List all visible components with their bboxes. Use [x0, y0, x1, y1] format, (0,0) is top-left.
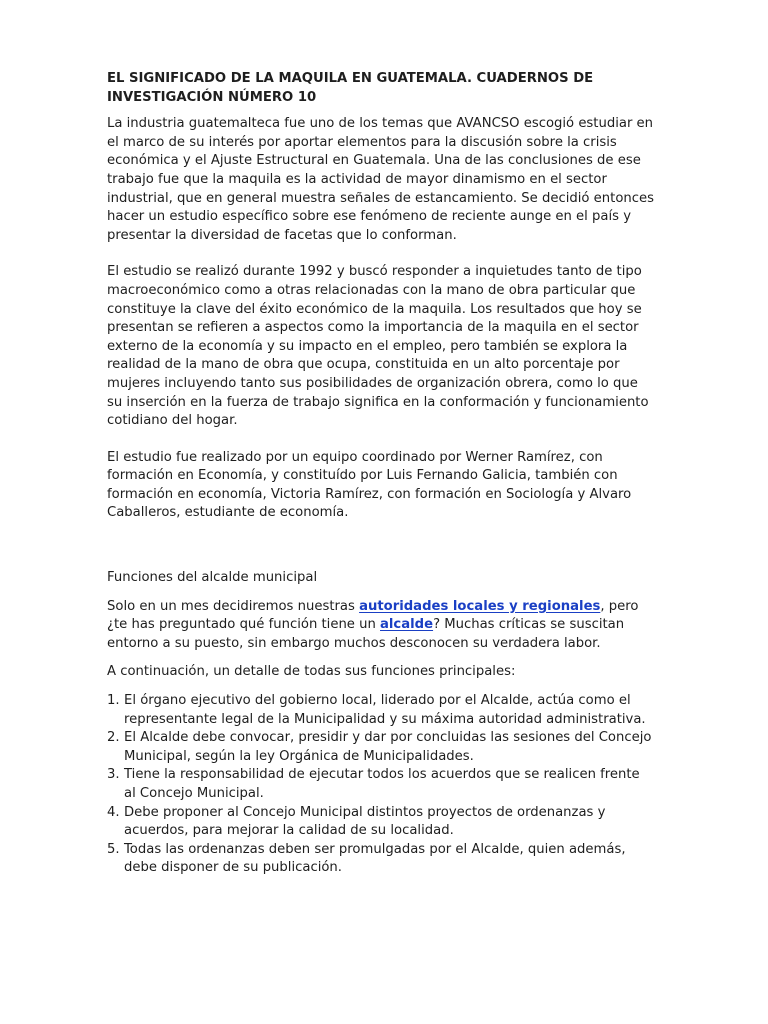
- paragraph-3: El estudio fue realizado por un equipo coordinado por Werner Ramírez, con formación en Economía, y constituído por Luis Fernando Galicia, también con formación en economía, Victoria Ramírez, con formación en Sociología y Alvaro Caballeros, estudiante de economía.: [107, 449, 632, 521]
- list-number: 5.: [107, 841, 120, 857]
- list-number: 4.: [107, 804, 120, 820]
- section-intro: [107, 598, 655, 654]
- document-page: [107, 70, 667, 878]
- link-autoridades[interactable]: autoridades locales y regionales: [359, 598, 601, 614]
- list-number: 1.: [107, 693, 120, 709]
- functions-list: [107, 692, 655, 878]
- list-item-text: El órgano ejecutivo del gobierno local, liderado por el Alcalde, actúa como el representante legal de la Municipalidad y su máxima autoridad administrativa.: [124, 693, 646, 727]
- list-item: [107, 766, 655, 803]
- document-title: EL SIGNIFICADO DE LA MAQUILA EN GUATEMALA. CUADERNOS DE INVESTIGACIÓN NÚMERO 10: [107, 71, 594, 105]
- list-number: 2.: [107, 730, 120, 746]
- paragraph-1: La industria guatemalteca fue uno de los temas que AVANCSO escogió estudiar en el marco de su interés por aportar elementos para la discusión sobre la crisis económica y el Ajuste Estructural en Guatemala. Una de las conclusiones de ese trabajo fue que la maquila es la actividad de mayor dinamismo en el sector industrial, que en general muestra señales de estancamiento. Se decidió entonces hacer un estudio específico sobre ese fenómeno de reciente aunge en el país y presentar la diversidad de facetas que lo conforman.: [107, 116, 654, 243]
- section-title: Funciones del alcalde municipal: [107, 570, 318, 586]
- list-number: 3.: [107, 767, 120, 783]
- list-item: [107, 804, 655, 841]
- intro-text-1: Solo en un mes decidiremos nuestras: [107, 598, 360, 614]
- list-item-text: Todas las ordenanzas deben ser promulgadas por el Alcalde, quien además, debe disponer de su publicación.: [124, 841, 626, 876]
- list-item-text: El Alcalde debe convocar, presidir y dar por concluidas las sesiones del Concejo Municipal, según la ley Orgánica de Municipalidades.: [124, 730, 652, 764]
- link-alcalde[interactable]: alcalde: [380, 617, 434, 633]
- list-item: [107, 729, 655, 766]
- list-item-text: Tiene la responsabilidad de ejecutar todos los acuerdos que se realicen frente al Concejo Municipal.: [124, 767, 640, 801]
- list-item: [107, 841, 655, 878]
- intro-text-2: , pero ¿te has preguntado qué función tiene un: [107, 598, 639, 633]
- list-item: [107, 692, 655, 729]
- list-item-text: Debe proponer al Concejo Municipal distintos proyectos de ordenanzas y acuerdos, para mejorar la calidad de su localidad.: [124, 804, 606, 839]
- intro-text-3: ? Muchas críticas se suscitan entorno a su puesto, sin embargo muchos desconocen su verdadera labor.: [107, 617, 625, 651]
- section-lead: A continuación, un detalle de todas sus funciones principales:: [107, 664, 516, 680]
- paragraph-2: El estudio se realizó durante 1992 y buscó responder a inquietudes tanto de tipo macroeconómico como a otras relacionadas con la mano de obra particular que constituye la clave del éxito económico de la maquila. Los resultados que hoy se presentan se refieren a aspectos como la importancia de la maquila en el sector externo de la economía y su impacto en el empleo, pero también se explora la realidad de la mano de obra que ocupa, constituida en un alto porcentaje por mujeres incluyendo tanto sus posibilidades de organización obrera, como lo que su inserción en la fuerza de trabajo significa en la conformación y funcionamiento cotidiano del hogar.: [107, 264, 649, 429]
